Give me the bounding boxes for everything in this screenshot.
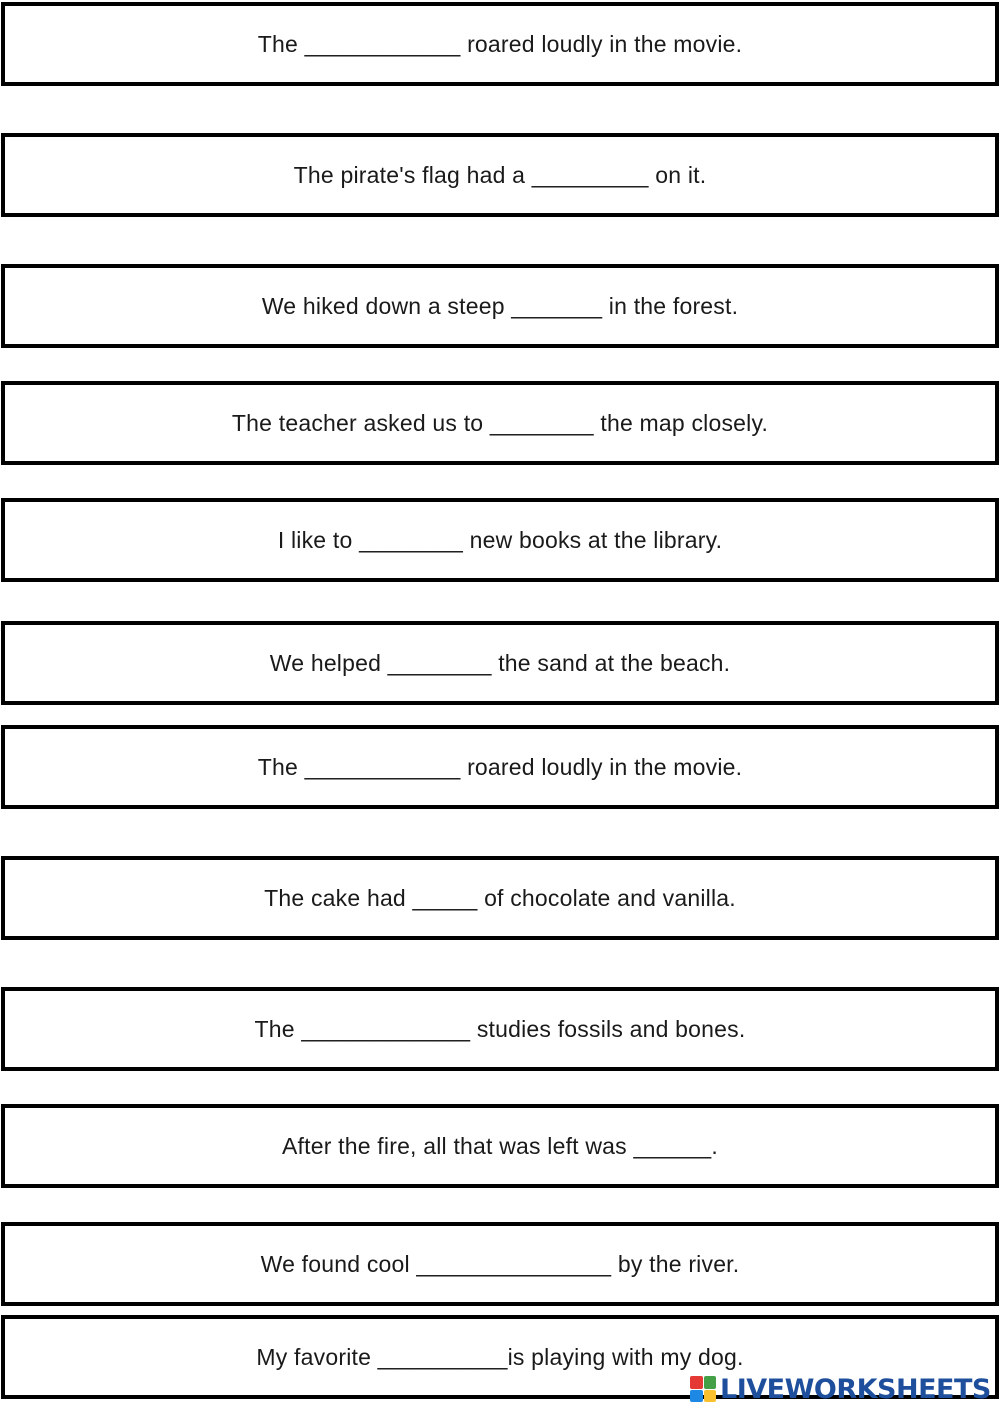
sentence-text: After the fire, all that was left was ______. (281, 1132, 718, 1159)
sentence-card (1, 725, 999, 809)
sentence-text: My favorite __________is playing with my dog. (256, 1343, 744, 1370)
sentence-card (1, 987, 999, 1071)
sentence-card (1, 621, 999, 705)
sentence-text: I like to ________ new books at the library. (277, 526, 723, 553)
liveworksheets-watermark (690, 1374, 991, 1404)
sentence-card (1, 264, 999, 348)
sentence-text: The _____________ studies fossils and bones. (254, 1015, 746, 1042)
watermark-text: LIVEWORKSHEETS (720, 1373, 991, 1405)
sentence-text: The pirate's flag had a _________ on it. (293, 161, 707, 188)
sentence-card (1, 1104, 999, 1188)
sentence-text: The teacher asked us to ________ the map closely. (231, 409, 769, 436)
liveworksheets-logo-icon (690, 1376, 716, 1402)
sentence-text: We hiked down a steep _______ in the forest. (261, 292, 739, 319)
sentence-card (1, 498, 999, 582)
sentence-text: We helped ________ the sand at the beach. (269, 649, 731, 676)
sentence-card (1, 2, 999, 86)
sentence-text: The cake had _____ of chocolate and vanilla. (264, 884, 736, 911)
sentence-text: The ____________ roared loudly in the movie. (257, 30, 743, 57)
sentence-card (1, 133, 999, 217)
sentence-text: The ____________ roared loudly in the movie. (257, 753, 743, 780)
sentence-card (1, 856, 999, 940)
sentence-text: We found cool _______________ by the river. (260, 1250, 740, 1277)
sentence-card (1, 381, 999, 465)
sentence-card (1, 1222, 999, 1306)
